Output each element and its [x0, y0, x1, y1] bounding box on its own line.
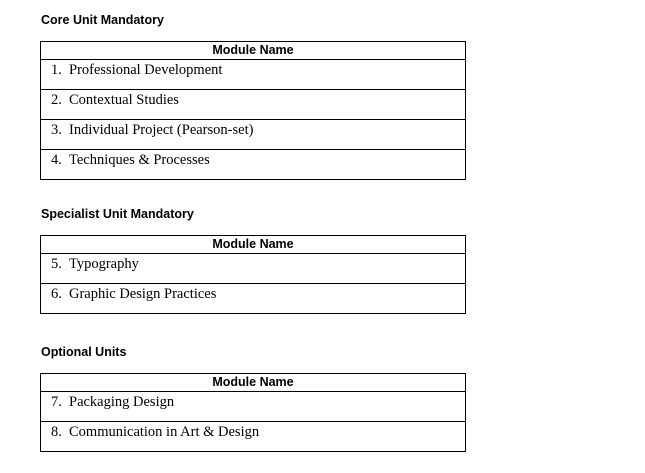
- table-header-row: [41, 42, 466, 60]
- section-title-specialist: Specialist Unit Mandatory: [41, 207, 194, 221]
- table-row: [41, 120, 466, 150]
- table-cell: [41, 254, 466, 284]
- row-number: 8.: [51, 424, 62, 440]
- module-name: Individual Project (Pearson-set): [69, 122, 254, 138]
- table-header-row: [41, 236, 466, 254]
- core-units-table: [40, 41, 466, 180]
- module-name: Professional Development: [69, 62, 223, 78]
- section-title-optional: Optional Units: [41, 345, 127, 359]
- row-number: 3.: [51, 122, 62, 138]
- table-row: [41, 60, 466, 90]
- module-name: Techniques & Processes: [69, 152, 210, 168]
- table-cell: [41, 392, 466, 422]
- row-number: 2.: [51, 92, 62, 108]
- row-number: 1.: [51, 62, 62, 78]
- row-number: 7.: [51, 394, 62, 410]
- table-cell: [41, 60, 466, 90]
- module-name: Contextual Studies: [69, 92, 179, 108]
- module-name: Communication in Art & Design: [69, 424, 260, 440]
- row-number: 4.: [51, 152, 62, 168]
- table-header-row: [41, 374, 466, 392]
- table-cell: [41, 284, 466, 314]
- table-row: [41, 284, 466, 314]
- section-title-core: Core Unit Mandatory: [41, 13, 164, 27]
- column-header-module-name: Module Name: [41, 42, 466, 60]
- table-row: [41, 90, 466, 120]
- row-number: 5.: [51, 256, 62, 272]
- table-row: [41, 392, 466, 422]
- column-header-module-name: Module Name: [41, 374, 466, 392]
- column-header-module-name: Module Name: [41, 236, 466, 254]
- optional-units-table: [40, 373, 466, 452]
- table-row: [41, 150, 466, 180]
- module-name: Graphic Design Practices: [69, 286, 217, 302]
- table-cell: [41, 120, 466, 150]
- table-row: [41, 422, 466, 452]
- table-cell: [41, 422, 466, 452]
- table-cell: [41, 90, 466, 120]
- specialist-units-table: [40, 235, 466, 314]
- module-name: Typography: [69, 256, 139, 272]
- table-row: [41, 254, 466, 284]
- module-name: Packaging Design: [69, 394, 175, 410]
- row-number: 6.: [51, 286, 62, 302]
- table-cell: [41, 150, 466, 180]
